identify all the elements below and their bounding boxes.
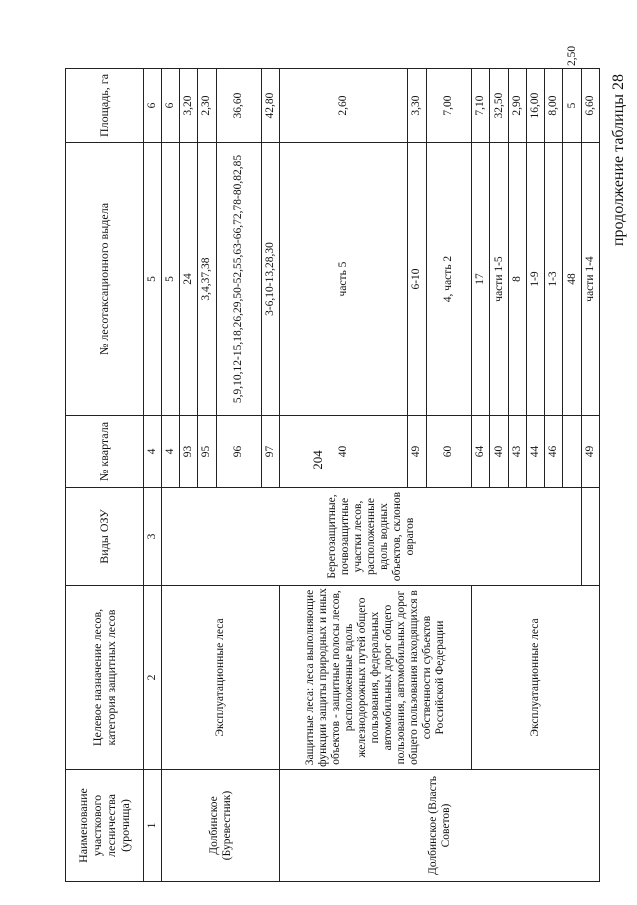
quarter-cell: 60: [426, 416, 472, 488]
area-cell: 7,10: [472, 69, 490, 143]
header-quarter: № квартала: [66, 416, 144, 488]
quarter-cell: 96: [216, 416, 262, 488]
vydel-cell: 4, часть 2: [426, 143, 472, 416]
rotated-table-container: [65, 45, 600, 882]
quarter-cell: 40: [280, 416, 408, 488]
quarter-cell: 43: [508, 416, 526, 488]
purpose-cell: Защитные леса: леса выполняющие функции защиты природных и иных объектов - защитные полосы лесов, расположенные вдоль железнодорожных путей общего пользования, федеральных автомобильных дорог общего пользования, автомобильных дорог общего пользования находящихся в собственности субъектов Российской Федерации: [280, 586, 472, 770]
area-cell: 42,80: [262, 69, 280, 143]
area-cell: 2,30: [198, 69, 216, 143]
vydel-cell: 5: [161, 143, 179, 416]
quarter-cell: 49: [408, 416, 426, 488]
vydel-cell: 5,9,10,12-15,18,26,29,50-52,55,63-66,72,78-80,82,85: [216, 143, 262, 416]
table-caption: продолжение таблицы 28: [610, 73, 627, 247]
column-number-row: [143, 69, 161, 882]
forest-table: [65, 45, 600, 882]
forestry-name: Долбинское (Буревестник): [161, 770, 280, 882]
header-ozu: Виды ОЗУ: [66, 488, 144, 586]
header-vydel: № лесотаксационного выдела: [66, 143, 144, 416]
col-number: 3: [143, 488, 161, 586]
vydel-cell: 24: [180, 143, 198, 416]
area-cell: 2,90: [508, 69, 526, 143]
vydel-cell: 8: [508, 143, 526, 416]
col-number: 6: [143, 69, 161, 143]
area-cell: 2,60: [280, 69, 408, 143]
purpose-cell: Эксплуатационные леса: [161, 586, 280, 770]
quarter-cell: 93: [180, 416, 198, 488]
quarter-cell: 40: [490, 416, 508, 488]
table-row: [161, 69, 179, 882]
vydel-cell: 3-6,10-13,28,30: [262, 143, 280, 416]
quarter-cell: 97: [262, 416, 280, 488]
header-row: [66, 69, 144, 882]
vydel-cell: 3,4,37,38: [198, 143, 216, 416]
vydel-cell: части 1-4: [581, 143, 599, 416]
vydel-cell: 17: [472, 143, 490, 416]
area-cell: 32,50: [490, 69, 508, 143]
vydel-cell: часть 5: [280, 143, 408, 416]
area-cell: 3,30: [408, 69, 426, 143]
quarter-cell: 44: [526, 416, 544, 488]
page-number: 204: [310, 450, 325, 470]
col-number: 4: [143, 416, 161, 488]
area-cell: 16,00: [526, 69, 544, 143]
table-row: [472, 69, 490, 882]
ozu-empty-cell: [581, 488, 599, 586]
vydel-cell: части 1-5: [490, 143, 508, 416]
forestry-name: Долбинское (Власть Советов): [280, 770, 600, 882]
table-row: 48 5 2,50: [563, 69, 581, 882]
quarter-cell: 64: [472, 416, 490, 488]
quarter-cell: 46: [545, 416, 563, 488]
area-cell: 6,60: [581, 69, 599, 143]
table-row: [280, 69, 408, 882]
purpose-cell: Эксплуатационные леса: [472, 586, 600, 770]
area-cell: 8,00: [545, 69, 563, 143]
area-cell: 36,60: [216, 69, 262, 143]
area-cell: 7,00: [426, 69, 472, 143]
area-cell: 6: [161, 69, 179, 143]
header-purpose: Целевое назначение лесов, категория защитных лесов: [66, 586, 144, 770]
area-cell: 3,20: [180, 69, 198, 143]
col-number: 2: [143, 586, 161, 770]
vydel-cell: 5: [563, 69, 581, 143]
vydel-cell: 1-3: [545, 143, 563, 416]
quarter-cell: 4: [161, 416, 179, 488]
quarter-cell: 48: [563, 143, 581, 416]
vydel-cell: 1-9: [526, 143, 544, 416]
header-area: Площадь, га: [66, 69, 144, 143]
header-forestry: Наименование участкового лесничества (урочища): [66, 770, 144, 882]
col-number: 5: [143, 143, 161, 416]
vydel-cell: 6-10: [408, 143, 426, 416]
ozu-type-cell: Берегозащитные, почвозащитные участки лесов, расположенные вдоль водных объектов, склонов оврагов: [161, 488, 581, 586]
col-number: 1: [143, 770, 161, 882]
quarter-cell: 49: [581, 416, 599, 488]
ozu-empty-cell: [563, 416, 581, 488]
quarter-cell: 95: [198, 416, 216, 488]
